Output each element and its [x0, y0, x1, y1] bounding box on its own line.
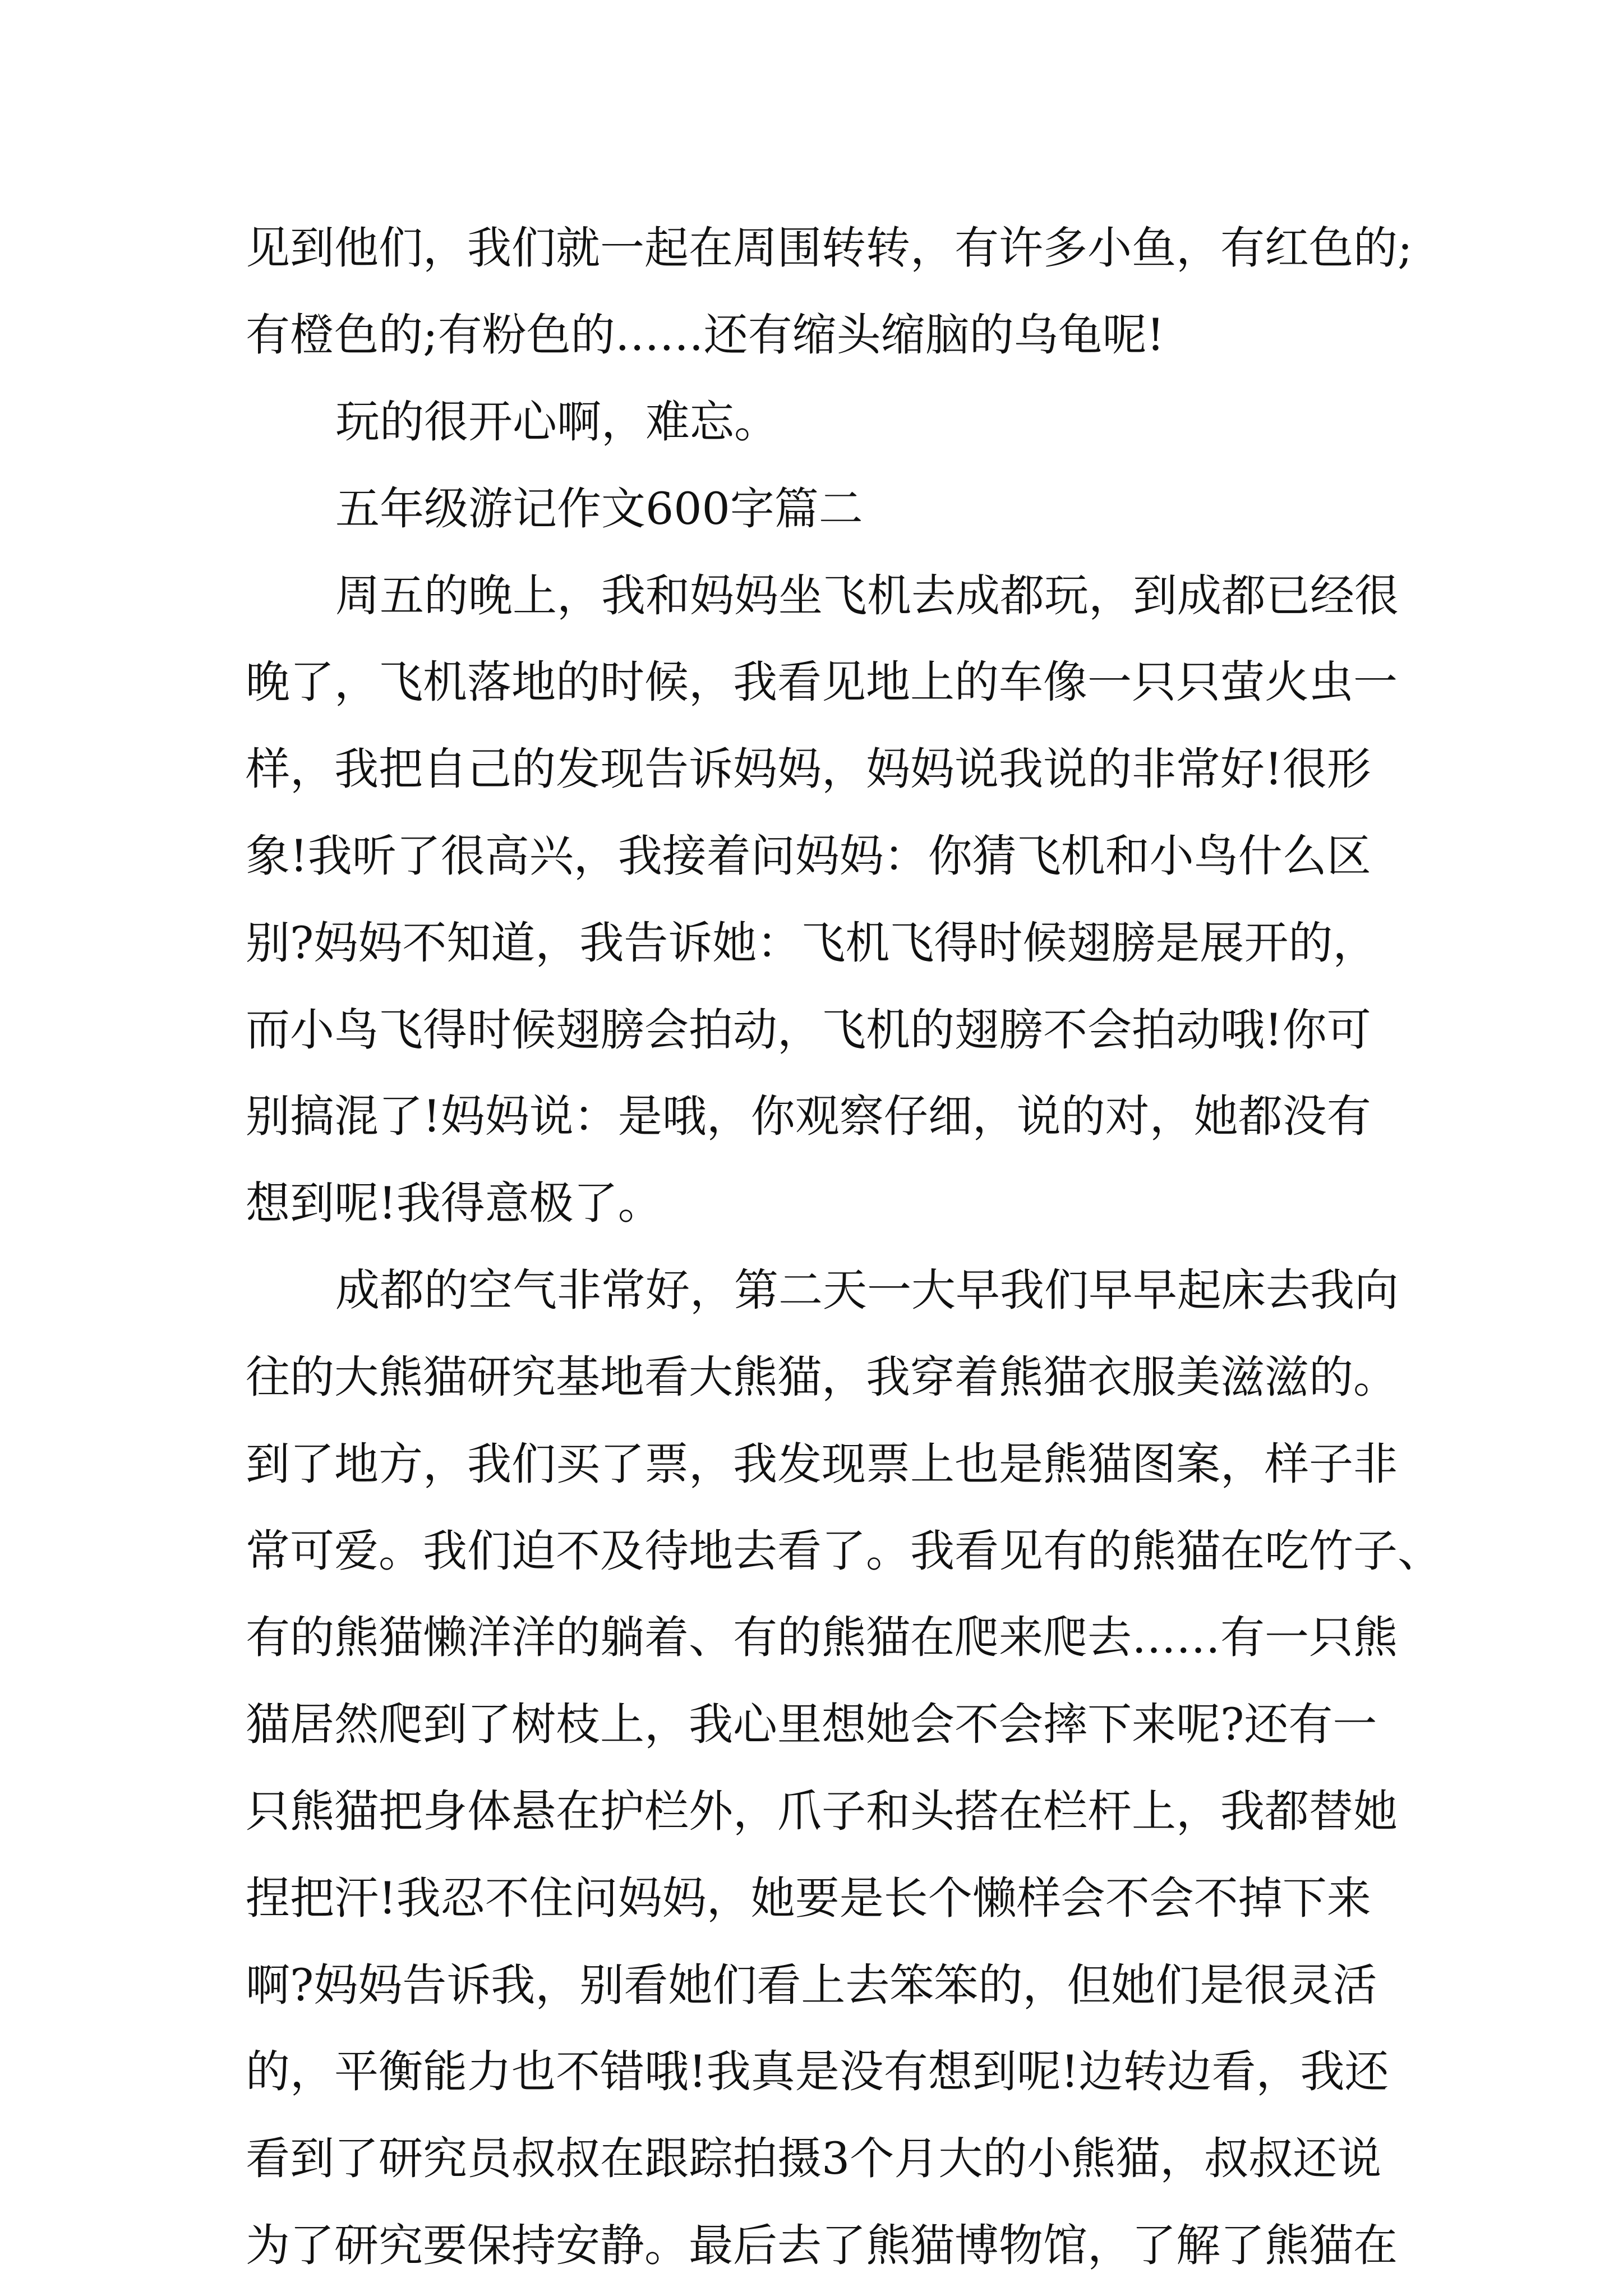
section-heading: 五年级游记作文600字篇二 [335, 483, 863, 535]
text-line: 有的熊猫懒洋洋的躺着、有的熊猫在爬来爬去……有一只熊 [246, 1612, 1398, 1663]
text-line: 见到他们，我们就一起在周围转转，有许多小鱼，有红色的; [246, 222, 1413, 274]
text-line: 捏把汗!我忍不住问妈妈，她要是长个懒样会不会不掉下来 [246, 1872, 1371, 1924]
text-line: 只熊猫把身体悬在护栏外，爪子和头搭在栏杆上，我都替她 [246, 1786, 1398, 1837]
text-line: 样，我把自己的发现告诉妈妈，妈妈说我说的非常好!很形 [246, 743, 1371, 795]
text-line: 看到了研究员叔叔在跟踪拍摄3个月大的小熊猫，叔叔还说 [246, 2133, 1382, 2184]
text-line: 周五的晚上，我和妈妈坐飞机去成都玩，到成都已经很 [335, 570, 1399, 622]
text-line: 成都的空气非常好，第二天一大早我们早早起床去我向 [335, 1264, 1399, 1316]
text-line: 的，平衡能力也不错哦!我真是没有想到呢!边转边看，我还 [246, 2046, 1389, 2097]
text-line: 有橙色的;有粉色的……还有缩头缩脑的乌龟呢! [246, 309, 1165, 361]
text-line: 啊?妈妈告诉我，别看她们看上去笨笨的，但她们是很灵活 [246, 1959, 1377, 2011]
text-line: 晚了，飞机落地的时候，我看见地上的车像一只只萤火虫一 [246, 656, 1398, 708]
text-line: 别?妈妈不知道，我告诉她：飞机飞得时候翅膀是展开的， [246, 917, 1377, 969]
text-line: 别搞混了!妈妈说：是哦，你观察仔细，说的对，她都没有 [246, 1091, 1371, 1142]
text-line: 常可爱。我们迫不及待地去看了。我看见有的熊猫在吃竹子、 [246, 1525, 1442, 1577]
text-line: 而小鸟飞得时候翅膀会拍动，飞机的翅膀不会拍动哦!你可 [246, 1004, 1371, 1056]
text-line: 猫居然爬到了树枝上，我心里想她会不会摔下来呢?还有一 [246, 1699, 1377, 1750]
text-line: 到了地方，我们买了票，我发现票上也是熊猫图案，样子非 [246, 1438, 1398, 1490]
text-line: 玩的很开心啊，难忘。 [335, 396, 778, 448]
text-line: 象!我听了很高兴，我接着问妈妈：你猜飞机和小鸟什么区 [246, 830, 1371, 882]
text-line: 想到呢!我得意极了。 [246, 1177, 662, 1229]
text-line: 为了研究要保持安静。最后去了熊猫博物馆，了解了熊猫在 [246, 2220, 1398, 2271]
text-line: 往的大熊猫研究基地看大熊猫，我穿着熊猫衣服美滋滋的。 [246, 1351, 1398, 1403]
